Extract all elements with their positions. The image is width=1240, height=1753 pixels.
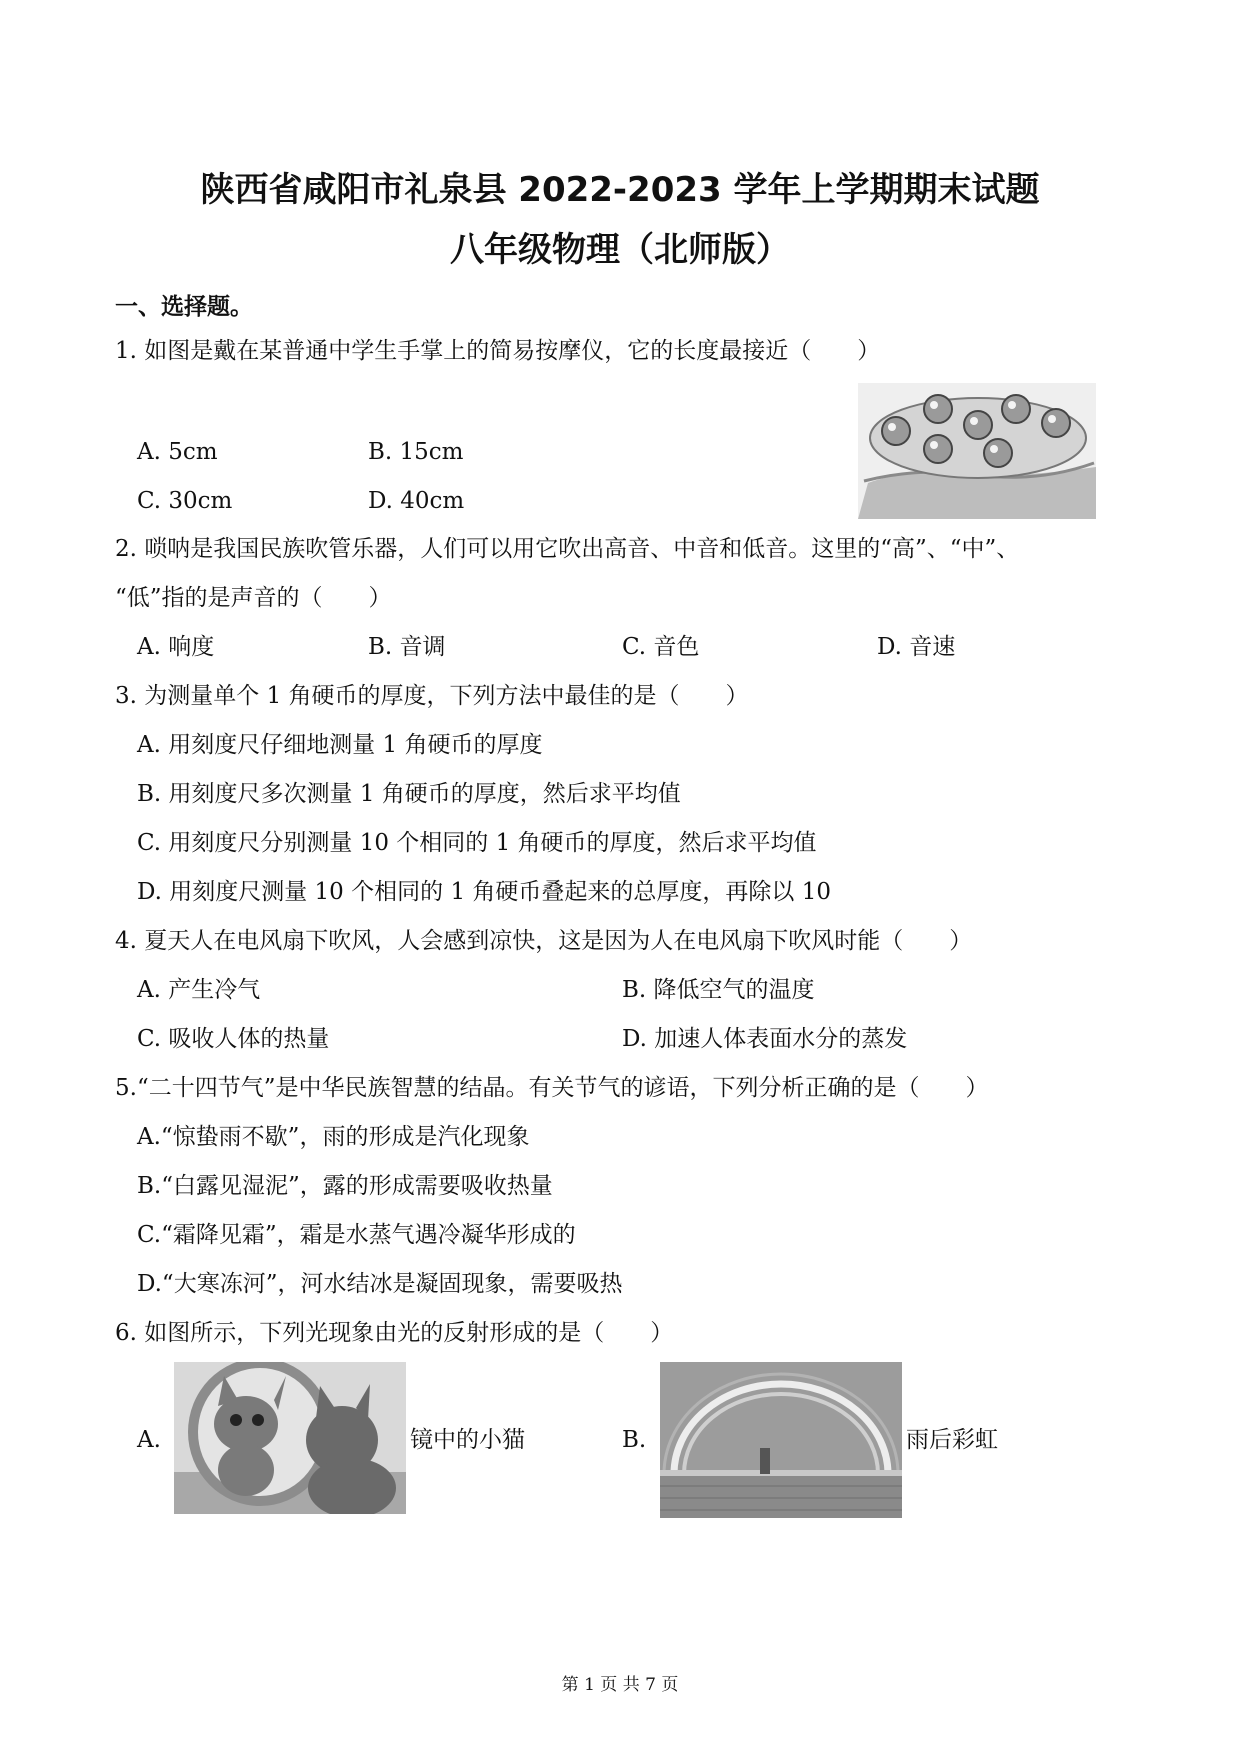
question-2-stem-line2: “低”指的是声音的（ ）	[115, 585, 392, 611]
question-5-stem: 5.“二十四节气”是中华民族智慧的结晶。有关节气的谚语，下列分析正确的是（ ）	[115, 1075, 989, 1101]
question-6-option-a-caption: 镜中的小猫	[410, 1427, 525, 1453]
question-1-stem: 1. 如图是戴在某普通中学生手掌上的简易按摩仪，它的长度最接近（ ）	[115, 338, 881, 364]
question-1-option-a: A. 5cm	[137, 439, 218, 465]
question-1-option-b: B. 15cm	[368, 439, 464, 465]
question-4-option-a: A. 产生冷气	[137, 977, 261, 1003]
question-4-stem: 4. 夏天人在电风扇下吹风，人会感到凉快，这是因为人在电风扇下吹风时能（ ）	[115, 928, 973, 954]
cat-mirror-image	[174, 1362, 406, 1514]
question-3-stem: 3. 为测量单个 1 角硬币的厚度，下列方法中最佳的是（ ）	[115, 683, 749, 709]
question-6-stem: 6. 如图所示，下列光现象由光的反射形成的是（ ）	[115, 1320, 674, 1346]
question-6-option-b-letter: B.	[622, 1427, 647, 1453]
question-1-option-c: C. 30cm	[137, 488, 233, 514]
page-number: 第 1 页 共 7 页	[561, 1675, 679, 1695]
question-4-option-d: D. 加速人体表面水分的蒸发	[622, 1026, 908, 1052]
question-4-option-b: B. 降低空气的温度	[622, 977, 815, 1003]
exam-title: 陕西省咸阳市礼泉县 2022-2023 学年上学期期末试题	[200, 170, 1040, 210]
question-3-option-b: B. 用刻度尺多次测量 1 角硬币的厚度，然后求平均值	[137, 781, 681, 807]
rainbow-image	[660, 1362, 902, 1518]
question-1-option-d: D. 40cm	[368, 488, 465, 514]
question-6-option-a-letter: A.	[137, 1427, 161, 1453]
question-3-option-c: C. 用刻度尺分别测量 10 个相同的 1 角硬币的厚度，然后求平均值	[137, 830, 817, 856]
question-5-option-a: A.“惊蛰雨不歇”，雨的形成是汽化现象	[137, 1124, 530, 1150]
question-2-option-c: C. 音色	[622, 634, 700, 660]
exam-subtitle: 八年级物理（北师版）	[450, 230, 790, 270]
question-2-option-d: D. 音速	[877, 634, 956, 660]
section-heading: 一、选择题。	[115, 294, 253, 320]
question-5-option-d: D.“大寒冻河”，河水结冰是凝固现象，需要吸热	[137, 1271, 623, 1297]
question-6-option-b-caption: 雨后彩虹	[906, 1427, 998, 1453]
question-2-stem-line1: 2. 唢呐是我国民族吹管乐器，人们可以用它吹出高音、中音和低音。这里的“高”、“中”、	[115, 536, 1020, 562]
question-3-option-a: A. 用刻度尺仔细地测量 1 角硬币的厚度	[137, 732, 543, 758]
question-2-option-b: B. 音调	[368, 634, 446, 660]
massager-image	[858, 383, 1096, 519]
question-2-option-a: A. 响度	[137, 634, 215, 660]
question-5-option-c: C.“霜降见霜”，霜是水蒸气遇冷凝华形成的	[137, 1222, 576, 1248]
question-3-option-d: D. 用刻度尺测量 10 个相同的 1 角硬币叠起来的总厚度，再除以 10	[137, 879, 831, 905]
question-4-option-c: C. 吸收人体的热量	[137, 1026, 330, 1052]
question-5-option-b: B.“白露见湿泥”，露的形成需要吸收热量	[137, 1173, 553, 1199]
